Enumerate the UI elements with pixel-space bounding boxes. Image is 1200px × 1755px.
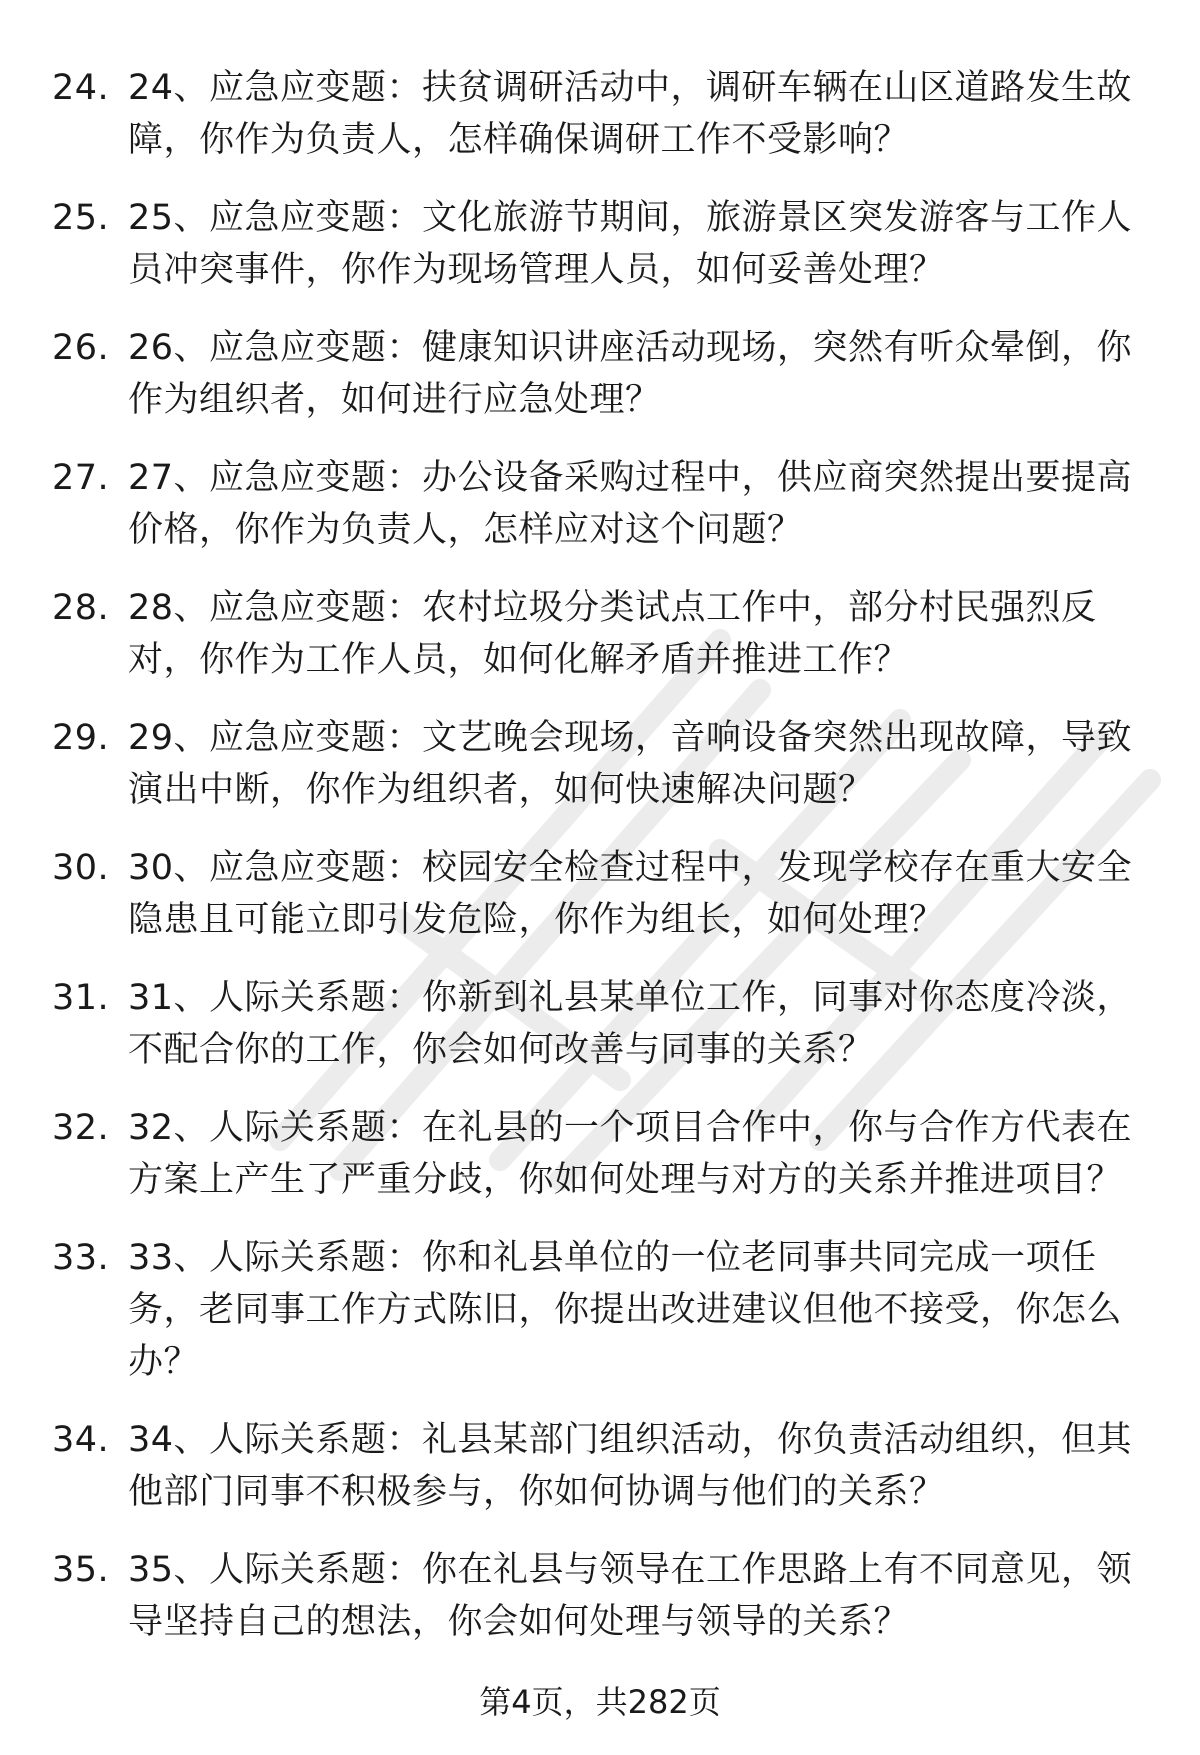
list-item xyxy=(0,842,1200,946)
list-item xyxy=(0,452,1200,556)
item-number: 33. xyxy=(52,1238,110,1278)
item-number: 31. xyxy=(52,978,110,1018)
list-item xyxy=(0,1102,1200,1206)
page-footer xyxy=(0,1680,1200,1724)
item-text: 27、应急应变题：办公设备采购过程中，供应商突然提出要提高价格，你作为负责人，怎样应对这个问题？ xyxy=(128,458,1133,550)
item-text: 34、人际关系题：礼县某部门组织活动，你负责活动组织，但其他部门同事不积极参与，你如何协调与他们的关系？ xyxy=(128,1420,1133,1512)
item-text: 30、应急应变题：校园安全检查过程中，发现学校存在重大安全隐患且可能立即引发危险，你作为组长，如何处理？ xyxy=(128,848,1133,940)
item-text: 26、应急应变题：健康知识讲座活动现场，突然有听众晕倒，你作为组织者，如何进行应急处理？ xyxy=(128,328,1133,420)
item-text: 35、人际关系题：你在礼县与领导在工作思路上有不同意见，领导坚持自己的想法，你会如何处理与领导的关系？ xyxy=(128,1550,1133,1642)
item-text: 24、应急应变题：扶贫调研活动中，调研车辆在山区道路发生故障，你作为负责人，怎样确保调研工作不受影响？ xyxy=(128,68,1133,160)
list-item xyxy=(0,192,1200,296)
item-number: 28. xyxy=(52,588,110,628)
item-number: 32. xyxy=(52,1108,110,1148)
item-number: 30. xyxy=(52,848,110,888)
list-item xyxy=(0,62,1200,166)
item-number: 29. xyxy=(52,718,110,758)
list-item xyxy=(0,972,1200,1076)
list-item xyxy=(0,582,1200,686)
question-list xyxy=(0,62,1200,1674)
list-item xyxy=(0,1544,1200,1648)
item-text: 28、应急应变题：农村垃圾分类试点工作中，部分村民强烈反对，你作为工作人员，如何化解矛盾并推进工作？ xyxy=(128,588,1097,680)
item-text: 32、人际关系题：在礼县的一个项目合作中，你与合作方代表在方案上产生了严重分歧，你如何处理与对方的关系并推进项目？ xyxy=(128,1108,1133,1200)
item-text: 29、应急应变题：文艺晚会现场，音响设备突然出现故障，导致演出中断，你作为组织者，如何快速解决问题？ xyxy=(128,718,1133,810)
list-item xyxy=(0,322,1200,426)
item-text: 25、应急应变题：文化旅游节期间，旅游景区突发游客与工作人员冲突事件，你作为现场管理人员，如何妥善处理？ xyxy=(128,198,1133,290)
list-item xyxy=(0,1414,1200,1518)
item-number: 35. xyxy=(52,1550,110,1590)
page-number-text: 第4页，共282页 xyxy=(479,1683,721,1721)
item-text: 33、人际关系题：你和礼县单位的一位老同事共同完成一项任务，老同事工作方式陈旧，你提出改进建议但他不接受，你怎么办？ xyxy=(128,1238,1123,1382)
item-number: 25. xyxy=(52,198,110,238)
item-number: 34. xyxy=(52,1420,110,1460)
item-text: 31、人际关系题：你新到礼县某单位工作，同事对你态度冷淡，不配合你的工作，你会如何改善与同事的关系？ xyxy=(128,978,1133,1070)
item-number: 27. xyxy=(52,458,110,498)
item-number: 26. xyxy=(52,328,110,368)
list-item xyxy=(0,712,1200,816)
item-number: 24. xyxy=(52,68,110,108)
list-item xyxy=(0,1232,1200,1388)
